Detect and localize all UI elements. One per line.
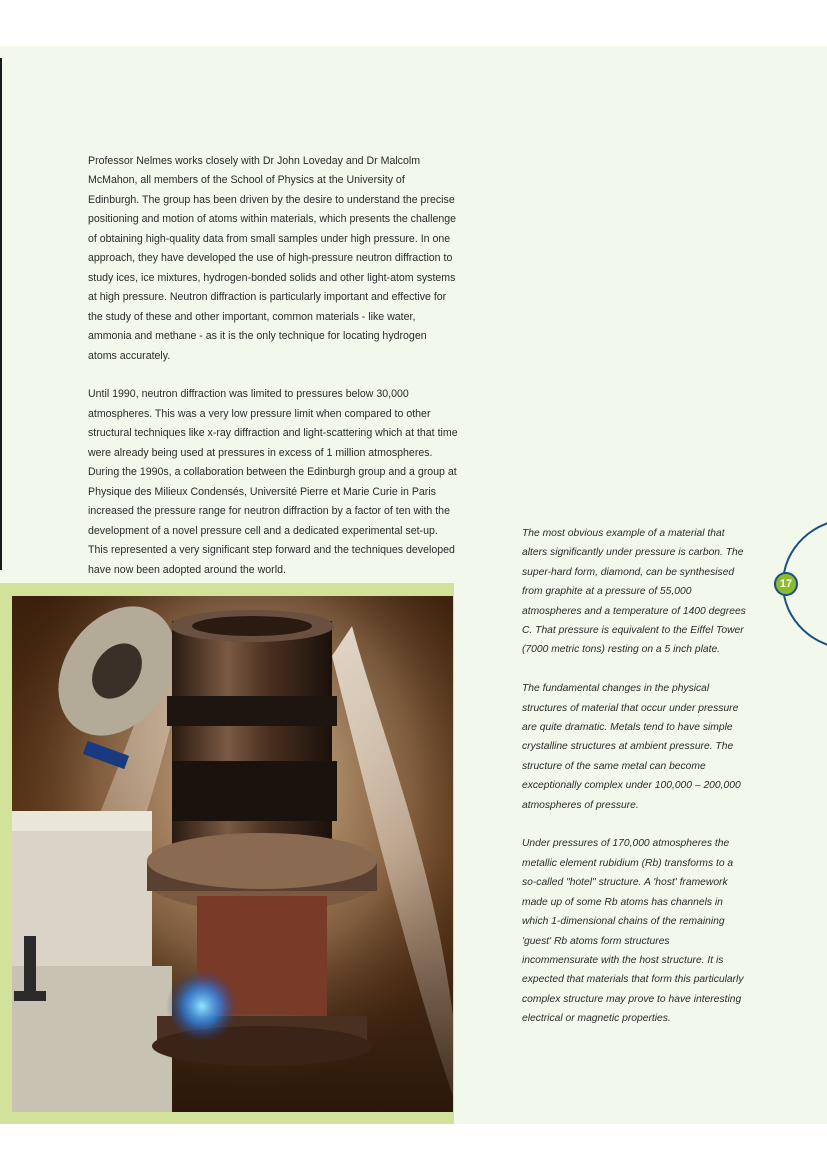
pressure-cell-photo — [12, 596, 453, 1112]
sidebar-paragraph-2: The fundamental changes in the physical structures of material that occur under pressure are quite dramatic. Metals tend to have simple crystalline structures at ambient pressure. The structure of the same metal can become exceptionally complex under 100,000 – 200,000 atmospheres of pressure. — [522, 683, 741, 811]
article-body — [88, 152, 458, 599]
sidebar-paragraph-3: Under pressures of 170,000 atmospheres the metallic element rubidium (Rb) transforms to a so-called "hotel" structure. A 'host' framework made up of some Rb atoms has channels in which 1-dimensional chains of the remaining 'guest' Rb atoms form structures incommensurate with the host structure. It is expected that materials that form this particularly complex structure may prove to have interesting electrical or magnetic properties. — [522, 838, 744, 1025]
sidebar-paragraph-1: The most obvious example of a material that alters significantly under pressure is carbon. The super-hard form, diamond, can be synthesised from graphite at a pressure of 55,000 atmospheres and a temperature of 1400 degrees C. That pressure is equivalent to the Eiffel Tower (7000 metric tons) resting on a 5 inch plate. — [522, 528, 746, 656]
sidebar-notes — [522, 524, 747, 1048]
page-number-badge — [774, 572, 798, 596]
article-paragraph-1: Professor Nelmes works closely with Dr John Loveday and Dr Malcolm McMahon, all members of the School of Physics at the University of Edinburgh. The group has been driven by the desire to understand the precise positioning and motion of atoms within materials, which presents the challenge of obtaining high-quality data from small samples under high pressure. In one approach, they have developed the use of high-pressure neutron diffraction to study ices, ice mixtures, hydrogen-bonded solids and other light-atom systems at high pressure. Neutron diffraction is particularly important and effective for the study of these and other important, common materials - like water, ammonia and methane - as it is the only technique for locating hydrogen atoms accurately. — [88, 155, 457, 362]
page-number: 17 — [779, 578, 793, 590]
article-paragraph-2: Until 1990, neutron diffraction was limited to pressures below 30,000 atmospheres. This was a very low pressure limit when compared to other structural techniques like x-ray diffraction and light-scattering which at that time were already being used at pressures in excess of 1 million atmospheres. During the 1990s, a collaboration between the Edinburgh group and a group at Physique des Milieux Condensés, Université Pierre et Marie Curie in Paris increased the pressure range for neutron diffraction by a factor of ten with the development of a novel pressure cell and a dedicated experimental set-up. This represented a very significant step forward and the techniques developed have now been adopted around the world. — [88, 388, 458, 576]
left-margin-rule — [0, 58, 2, 570]
